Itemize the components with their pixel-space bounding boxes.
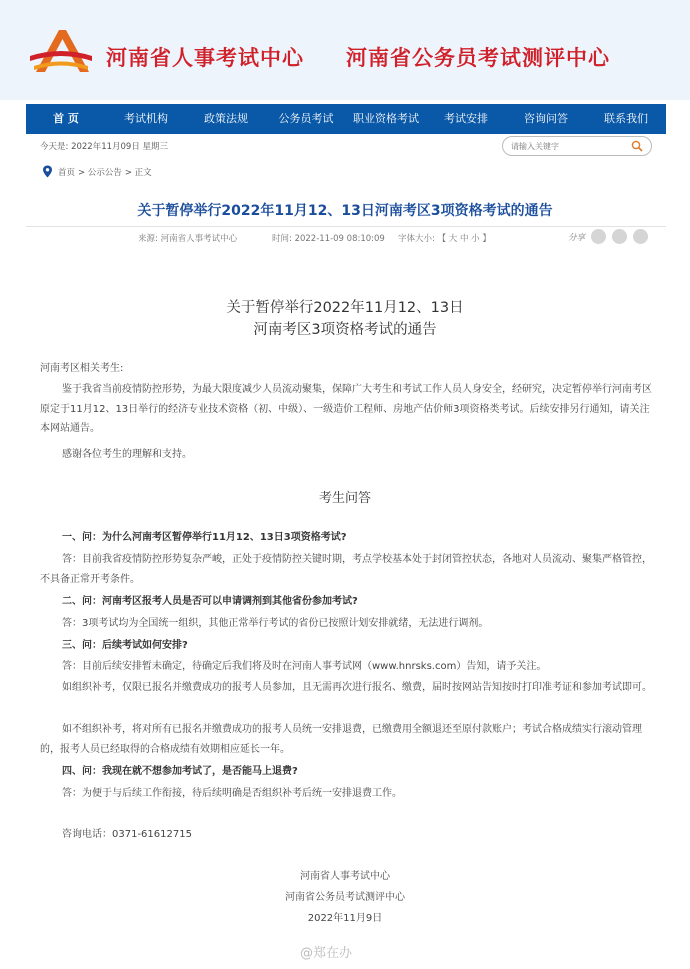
breadcrumb-current: > 正文 — [124, 167, 152, 178]
site-title-right: 河南省公务员考试测评中心 — [346, 46, 610, 70]
answer-3-makeup: 如组织补考，仅限已报名并缴费成功的报考人员参加，且无需再次进行报名、缴费，届时按网站告知按时打印准考证和参加考试即可。 — [62, 682, 652, 693]
question-1: 一、问：为什么河南考区暂停举行11月12、13日3项资格考试? — [62, 532, 347, 543]
search-icon[interactable] — [631, 140, 643, 152]
nav-policies[interactable]: 政策法规 — [204, 112, 248, 125]
answer-2: 答：3项考试均为全国统一组织，其他正常举行考试的省份已按照计划安排就绪，无法进行调剂。 — [62, 618, 489, 629]
font-size-switch[interactable]: 字体大小: 【 大 中 小 】 — [398, 234, 491, 244]
share-bar — [568, 229, 648, 244]
qq-share-icon[interactable] — [633, 229, 648, 244]
article-source: 来源: 河南省人事考试中心 — [138, 234, 238, 244]
weibo-share-icon[interactable] — [612, 229, 627, 244]
article-meta — [26, 226, 666, 246]
location-pin-icon — [42, 165, 53, 178]
search-input[interactable] — [511, 140, 621, 153]
nav-contact[interactable]: 联系我们 — [604, 112, 648, 125]
answer-3: 答：目前后续安排暂未确定，待确定后我们将及时在河南人事考试网（www.hnrsks.com）告知，请予关注。 — [62, 661, 547, 672]
current-date: 今天是: 2022年11月09日 星期三 — [40, 142, 169, 152]
notice-paragraph-1: 鉴于我省当前疫情防控形势，为最大限度减少人员流动聚集，保障广大考生和考试工作人员人身安全，经研究，决定暂停举行河南考区原定于11月12、13日举行的经济专业技术资格（初、中级）、一级造价工程师、房地产估价师3项资格类考试。后续安排另行通知，请关注本网站通告。 — [40, 384, 652, 434]
nav-civil-service-exam[interactable]: 公务员考试 — [278, 112, 334, 125]
answer-4: 答：为便于与后续工作衔接，待后续明确是否组织补考后统一安排退费工作。 — [62, 788, 402, 799]
contact-phone: 咨询电话：0371-61612715 — [62, 829, 192, 840]
doc-heading-line1: 关于暂停举行2022年11月12、13日 — [226, 300, 464, 316]
nav-exam-agencies[interactable]: 考试机构 — [124, 112, 168, 125]
signature-org-2: 河南省公务员考试测评中心 — [285, 892, 405, 903]
nav-exam-schedule[interactable]: 考试安排 — [444, 112, 488, 125]
share-label: 分享 — [567, 232, 585, 243]
site-header — [0, 0, 690, 100]
answer-3-refund: 如不组织补考，将对所有已报名并缴费成功的报考人员统一安排退费，已缴费用全额退还至原付款账户；考试合格成绩实行滚动管理的，报考人员已经取得的合格成绩有效期相应延长一年。 — [40, 724, 642, 755]
nav-faq[interactable]: 咨询问答 — [524, 112, 568, 125]
watermark: @郑在办 — [300, 946, 353, 961]
wechat-share-icon[interactable] — [591, 229, 606, 244]
question-3: 三、问：后续考试如何安排? — [62, 640, 188, 651]
site-title-left: 河南省人事考试中心 — [106, 46, 304, 70]
article-time: 时间: 2022-11-09 08:10:09 — [272, 234, 385, 244]
nav-professional-qualification[interactable]: 职业资格考试 — [353, 112, 419, 125]
question-4: 四、问：我现在就不想参加考试了，是否能马上退费? — [62, 766, 298, 777]
question-2: 二、问：河南考区报考人员是否可以申请调剂到其他省份参加考试? — [62, 596, 358, 607]
answer-1: 答：目前我省疫情防控形势复杂严峻，正处于疫情防控关键时期，考点学校基本处于封闭管控状态，各地对人员流动、聚集严格管控，不具备正常开考条件。 — [40, 554, 652, 585]
signature-date: 2022年11月9日 — [307, 913, 383, 924]
nav-home[interactable]: 首 页 — [53, 112, 79, 125]
signature-org-1: 河南省人事考试中心 — [300, 871, 390, 882]
breadcrumb-home[interactable]: 首页 — [58, 167, 76, 178]
notice-paragraph-2: 感谢各位考生的理解和支持。 — [62, 449, 192, 460]
salutation: 河南考区相关考生: — [40, 363, 124, 374]
breadcrumb — [42, 165, 152, 178]
breadcrumb-notices[interactable]: > 公示公告 — [78, 167, 122, 178]
doc-heading-line2: 河南考区3项资格考试的通告 — [253, 322, 437, 338]
main-nav — [26, 104, 666, 134]
article-title: 关于暂停举行2022年11月12、13日河南考区3项资格考试的通告 — [137, 203, 553, 219]
qa-title: 考生问答 — [318, 491, 371, 506]
search-box — [502, 136, 652, 156]
info-bar — [26, 136, 666, 158]
logo-icon[interactable] — [26, 22, 96, 78]
